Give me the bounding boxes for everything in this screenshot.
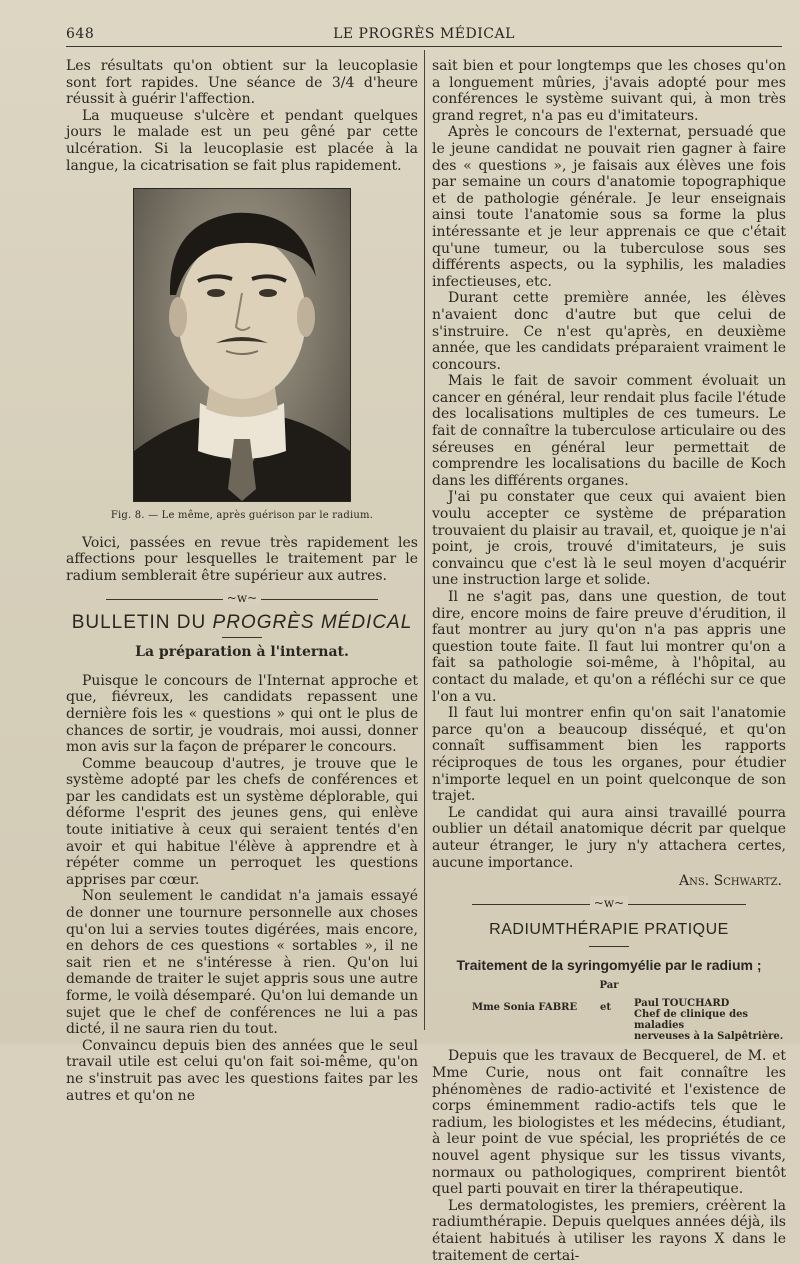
ornament-divider	[432, 896, 786, 912]
paragraph: Après le concours de l'externat, persuadé que le jeune candidat ne pouvait rien gagner à faire des « questions », je faisais aux élèves une fois par semaine un cours d'anatomie topographique et de pathologie générale. Je leur enseignais ainsi toute l'anatomie sous sa forme la plus intéressante et je leur apprenais ce que c'était qu'une tumeur, ou la tuberculose sous ses différents aspects, ou la syphilis, les maladies infectieuses, etc.	[432, 124, 786, 290]
paragraph: J'ai pu constater que ceux qui avaient bien voulu accepter ce système de préparation trouvaient du plaisir au travail, et, quoique je n'ai point, je crois, trouvé d'imitateurs, je suis convaincu que c'est là le seul moyen d'acquérir une instruction large et solide.	[432, 489, 786, 589]
paragraph: Convaincu depuis bien des années que le seul travail utile est celui qu'on fait soi-même, qu'on ne s'instruit pas avec les questions faites par les autres et qu'on ne	[66, 1037, 418, 1104]
paragraph: Mais le fait de savoir comment évoluait un cancer en général, leur rendait plus facile l'étude des localisations multiples de ces tumeurs. Le fait de connaître la tuberculose articulaire ou des séreuses en général leur permettait de comprendre les localisations du bacille de Koch dans les différents organes.	[432, 373, 786, 489]
paragraph: Le candidat qui aura ainsi travaillé pourra oublier un détail anatomique décrit par quelque auteur étranger, le jury n'y attachera certes, aucune importance.	[432, 804, 786, 871]
paragraph: Non seulement le candidat n'a jamais essayé de donner une tournure personnelle aux choses qu'on lui a servies toutes digérées, mais encore, en dehors de ces questions « sortables », il ne sait rien et ne s'intéresse à rien. Qu'on lui demande de traiter le sujet appris sous une autre forme, le voilà désemparé. Qu'on lui demande un sujet que le chef de conférences ne lui a pas dicté, il ne saura rien du tout.	[66, 888, 418, 1038]
author-name: Paul TOUCHARD	[634, 998, 730, 1010]
journal-title: LE PROGRÈS MÉDICAL	[333, 26, 515, 42]
paragraph: Il ne s'agit pas, dans une question, de tout dire, encore moins de faire preuve d'érudition, il faut montrer au jury qu'on n'a pas appris une question toute faite. Il faut lui montrer qu'on a fait sa pathologie soi-même, à l'hôpital, au contact du malade, et qu'on a réfléchi sur ce que l'on a vu.	[432, 589, 786, 705]
signature-text: Ans. Schwartz.	[679, 873, 782, 890]
left-column	[66, 58, 418, 1104]
bulletin-title: PROGRÈS MÉDICAL	[212, 611, 413, 633]
ornament-glyph: ~w~	[223, 591, 261, 605]
short-rule	[222, 637, 262, 638]
section-heading	[66, 611, 418, 633]
ornament-divider	[66, 591, 418, 607]
short-rule	[589, 946, 629, 947]
author-role: nerveuses à la Salpêtrière.	[634, 1031, 784, 1043]
portrait-illustration	[134, 189, 350, 501]
ornament-glyph: ~w~	[590, 896, 628, 910]
author-signature	[432, 873, 782, 890]
article-title: Traitement de la syringomyélie par le radium ;	[456, 957, 762, 974]
paragraph: Les dermatologistes, les premiers, créèrent la radiumthérapie. Depuis quelques années déjà, ils étaient habitués à utiliser les rayons X dans le traitement de certai-	[432, 1197, 786, 1264]
paragraph: Les résultats qu'on obtient sur la leucoplasie sont fort rapides. Une séance de 3/4 d'heure réussit à guérir l'affection.	[66, 58, 418, 108]
byline-par: Par	[599, 979, 619, 991]
article-subhead: La préparation à l'internat.	[135, 644, 349, 661]
paragraph: La muqueuse s'ulcère et pendant quelques jours le malade est un peu gêné par cette ulcération. Si la leucoplasie est placée à la langue, la cicatrisation se fait plus rapidement.	[66, 107, 418, 174]
paragraph: Puisque le concours de l'Internat approche et que, fiévreux, les candidats repassent une dernière fois les « questions » qui ont le plus de chances de sortir, je voudrais, moi aussi, donner mon avis sur la façon de préparer le concours.	[66, 672, 418, 756]
paragraph: Voici, passées en revue très rapidement les affections pour lesquelles le traitement par le radium semblerait être supérieur aux autres.	[66, 534, 418, 584]
paragraph: sait bien et pour longtemps que les choses qu'on a longuement mûries, j'avais adopté pour mes conférences le système suivant qui, à mon très grand regret, n'a pas eu d'imitateurs.	[432, 58, 786, 124]
author-second	[634, 998, 786, 1042]
author-role: Chef de clinique des maladies	[634, 1009, 749, 1032]
bulletin-prefix: BULLETIN DU	[71, 611, 207, 633]
paragraph: Il faut lui montrer enfin qu'on sait l'anatomie parce qu'on a beaucoup disséqué, et qu'on connaît suffisamment bien les rapports réciproques de tous les organes, pour étudier n'importe lequel en un point quelconque de son trajet.	[432, 705, 786, 805]
paragraph: Comme beaucoup d'autres, je trouve que le système adopté par les chefs de conférences et par les candidats est un système déplorable, qui déforme l'esprit des jeunes gens, qui enlève toute initiative à ceux qui seraient tentés d'en avoir et qui habitue l'élève à apprendre et à répéter comme un perroquet les questions apprises par cœur.	[66, 755, 418, 888]
author-conjunction: et	[600, 1002, 611, 1014]
paragraph: Durant cette première année, les élèves n'avaient donc d'autre but que celui de s'instruire. Ce n'est qu'après, en deuxième année, que les candidats préparaient vraiment le concours.	[432, 290, 786, 373]
right-column	[432, 58, 786, 1264]
header-rule	[66, 46, 782, 47]
paragraph: Depuis que les travaux de Becquerel, de M. et Mme Curie, nous ont fait connaître les phénomènes de radio-activité et l'existence de corps éminemment radio-actifs tels que le radium, les biologistes et les médecins, étudiant, à leur point de vue spécial, les propriétés de ce nouvel agent physique sur les tissus vivants, normaux ou pathologiques, comprirent bientôt quel parti pouvait en tirer la thérapeutique.	[432, 1048, 786, 1198]
running-header	[66, 26, 782, 46]
portrait-photo	[133, 188, 351, 502]
author-block	[432, 998, 786, 1043]
author-name: Mme Sonia FABRE	[472, 1002, 578, 1014]
page-number: 648	[66, 26, 95, 42]
figure-caption: Fig. 8. — Le même, après guérison par le radium.	[110, 510, 374, 522]
section-heading: RADIUMTHÉRAPIE PRATIQUE	[489, 920, 729, 938]
column-divider	[424, 50, 425, 1030]
